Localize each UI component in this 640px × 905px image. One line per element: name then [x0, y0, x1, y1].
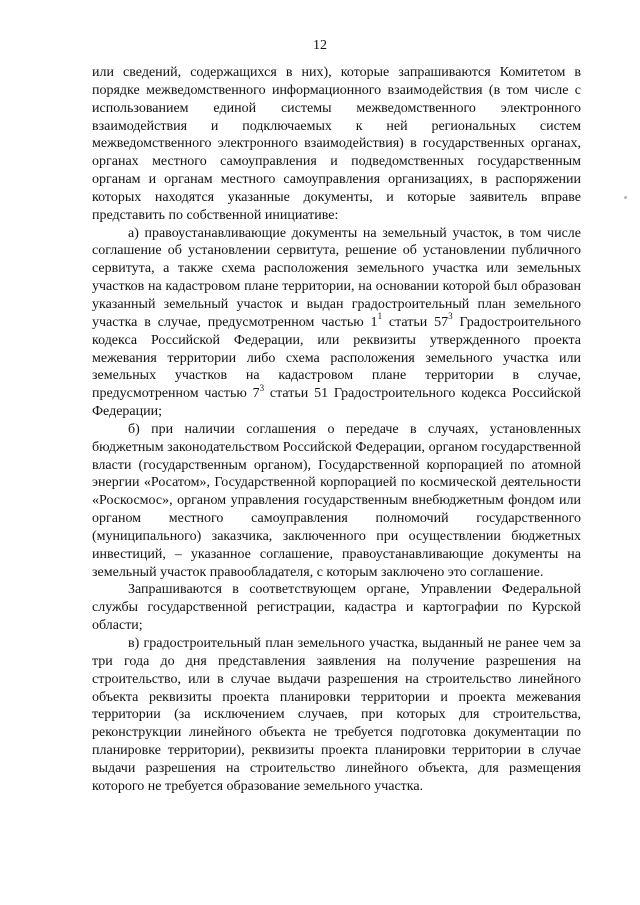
paragraph-p1 — [92, 225, 581, 421]
superscript: 1 — [377, 311, 383, 322]
paragraph-p2 — [92, 421, 581, 582]
text-run: в) градостроительный план земельного участка, выданный не ранее чем за три года до дня представления заявления на получение разрешения на строительство, или в случае выдачи разрешения на строительство линейного объекта реквизиты проекта планировки территории и проекта межевания территории (за исключением случаев, при которых для строительства, реконструкции линейного объекта не требуется подготовка документации по планировке территории), реквизиты проекта планировки территории в случае выдачи разрешения на строительство линейного объекта, для размещения которого не требуется образование земельного участка. — [92, 636, 581, 794]
text-run: а) правоустанавливающие документы на земельный участок, в том числе соглашение об установлении сервитута, решение об установлении публичного сервитута, а также схема расположения земельного участка или земельных участков на кадастровом плане территории, на основании которой был образован указанный земельный участок и выдан градостроительный план земельного участка в случае, предусмотренном частью 1 — [92, 225, 581, 330]
paragraph-p3 — [92, 581, 581, 635]
text-run: Градостроительного кодекса Российской Федерации, или реквизиты утвержденного проекта межевания территории либо схема расположения земельного участка или земельных участков на кадастровом плане территории в случае, предусмотренном частью 7 — [92, 314, 582, 402]
text-run: статьи 51 Градостроительного кодекса Российской Федерации; — [92, 386, 582, 420]
paragraph-p4 — [92, 635, 581, 796]
scan-speck — [624, 196, 627, 199]
text-run: или сведений, содержащихся в них), которые запрашиваются Комитетом в порядке межведомственного информационного взаимодействия (в том числе с использованием единой системы межведомственного электронного взаимодействия и подключаемых к ней региональных систем межведомственного электронного взаимодействия) в государственных органах, органах местного самоуправления и подведомственных государственным органам и органам местного самоуправления организациях, в распоряжении которых находятся указанные документы, и которые заявитель вправе представить по собственной инициативе: — [92, 65, 581, 223]
document-body — [92, 64, 581, 796]
text-run: статьи 57 — [382, 314, 449, 330]
page-number: 12 — [313, 38, 327, 53]
paragraph-p0 — [92, 64, 581, 225]
superscript: 3 — [448, 311, 453, 322]
text-run: б) при наличии соглашения о передаче в случаях, установленных бюджетным законодательством Российской Федерации, органом государственной власти (государственным органом), Государственной корпорацией по атомной энергии «Росатом», Государственной корпорацией по космической деятельности «Роскосмос», органом управления государственным внебюджетным фондом или органом местного самоуправления полномочий государственного (муниципального) заказчика, заключенного при осуществлении бюджетных инвестиций, – указанное соглашение, правоустанавливающие документы на земельный участок правообладателя, с которым заключено это соглашение. — [92, 421, 581, 580]
text-run: Запрашиваются в соответствующем органе, Управлении Федеральной службы государственной регистрации, кадастра и картографии по Курской области; — [92, 582, 581, 634]
superscript: 3 — [259, 382, 265, 393]
